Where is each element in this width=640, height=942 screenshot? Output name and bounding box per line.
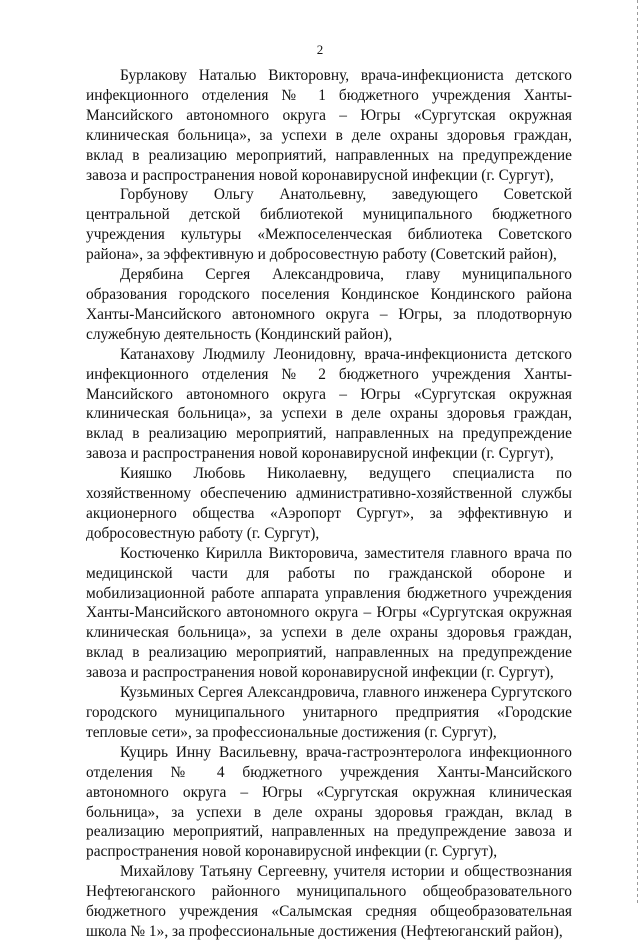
award-paragraph-kostyuchenko: Костюченко Кирилла Викторовича, заместителя главного врача по медицинской части для работы по гражданской обороне и мобилизационной работе аппарата управления бюджетного учреждения Ханты-Мансийского автономного округа – Югры «Сургутская окружная клиническая больница», за успехи в деле охраны здоровья граждан, вклад в реализацию мероприятий, направленных на предупреждение завоза и распространения новой коронавирусной инфекции (г. Сургут), — [86, 544, 572, 682]
award-paragraph-gorbunova: Горбунову Ольгу Анатольевну, заведующего Советской центральной детской библиотекой муниципального бюджетного учреждения культуры «Межпоселенческая библиотека Советского района», за эффективную и добросовестную работу (Советский район), — [86, 186, 572, 264]
award-paragraph-kutsir: Куцирь Инну Васильевну, врача-гастроэнтеролога инфекционного отделения № 4 бюджетного учреждения Ханты-Мансийского автономного округа – Югры «Сургутская окружная клиническая больница», за успехи в деле охраны здоровья граждан, вклад в реализацию мероприятий, направленных на предупреждение завоза и распространения новой коронавирусной инфекции (г. Сургут), — [86, 743, 572, 861]
award-paragraph-katanakhova: Катанахову Людмилу Леонидовну, врача-инфекциониста детского инфекционного отделения № 2 бюджетного учреждения Ханты-Мансийского автономного округа – Югры «Сургутская окружная клиническая больница», за успехи в деле охраны здоровья граждан, вклад в реализацию мероприятий, направленных на предупреждение завоза и распространения новой коронавирусной инфекции (г. Сургут), — [86, 345, 572, 463]
award-paragraph-kiyashko: Кияшко Любовь Николаевну, ведущего специалиста по хозяйственному обеспечению административно-хозяйственной службы акционерного общества «Аэропорт Сургут», за эффективную и добросовестную работу (г. Сургут), — [86, 465, 572, 542]
document-body — [86, 66, 572, 942]
award-paragraph-deryabin: Дерябина Сергея Александровича, главу муниципального образования городского поселения Кондинское Кондинского района Ханты-Мансийского автономного округа – Югры, за плодотворную служебную деятельность (Кондинский район), — [86, 266, 572, 343]
award-paragraph-kuzminykh: Кузьминых Сергея Александровича, главного инженера Сургутского городского муниципального унитарного предприятия «Городские тепловые сети», за профессиональные достижения (г. Сургут), — [86, 684, 572, 741]
award-paragraph-burlakova: Бурлакову Наталью Викторовну, врача-инфекциониста детского инфекционного отделения № 1 бюджетного учреждения Ханты-Мансийского автономного округа – Югры «Сургутская окружная клиническая больница», за успехи в деле охраны здоровья граждан, вклад в реализацию мероприятий, направленных на предупреждение завоза и распространения новой коронавирусной инфекции (г. Сургут), — [86, 67, 572, 184]
page-number: 2 — [316, 42, 324, 57]
scan-edge-line — [637, 0, 638, 905]
award-paragraph-mikhaylova: Михайлову Татьяну Сергеевну, учителя истории и обществознания Нефтеюганского районного муниципального общеобразовательного бюджетного учреждения «Салымская средняя общеобразовательная школа № 1», за профессиональные достижения (Нефтеюганский район), — [86, 863, 572, 940]
